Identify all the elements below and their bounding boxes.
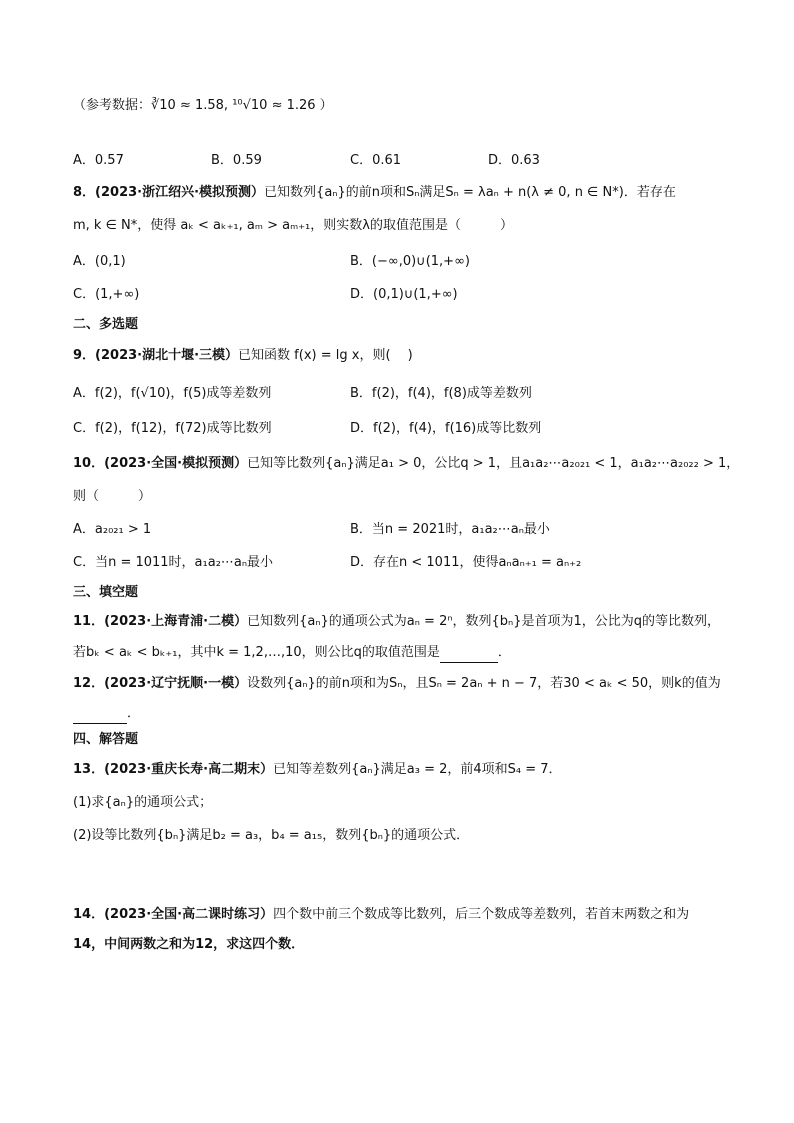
q8-stem-line2: m, k ∈ N*，使得 aₖ < aₖ₊₁, aₘ > aₘ₊₁，则实数λ的取值范围是（ ） [73, 218, 513, 233]
q10-stem-line1 [73, 454, 739, 474]
q9-option-d: D．f(2)，f(4)，f(16)成等比数列 [350, 421, 542, 436]
q9-option-c: C．f(2)，f(12)，f(72)成等比数列 [73, 421, 272, 436]
q11-end: ． [497, 645, 511, 660]
q10-stem-line2: 则（ ） [73, 489, 152, 504]
q13-text: 已知等差数列{aₙ}满足a₃ = 2，前4项和S₄ = 7． [273, 762, 562, 777]
q10-text1: 已知等比数列{aₙ}满足a₁ > 0，公比q > 1，且a₁a₂⋯a₂₀₂₁ < 1，a₁a₂⋯a₂₀₂₂ > 1， [247, 456, 740, 471]
q13-sub1: (1)求{aₙ}的通项公式； [73, 795, 213, 810]
section-heading-fill-in: 三、填空题 [73, 585, 139, 600]
q13-sub2: (2)设等比数列{bₙ}满足b₂ = a₃，b₄ = a₁₅，数列{bₙ}的通项公式． [73, 828, 470, 843]
q12-stem-line2 [73, 704, 140, 724]
q10-option-a: A．a₂₀₂₁ > 1 [73, 522, 152, 537]
q9-option-a: A．f(2)，f(√10)，f(5)成等差数列 [73, 386, 272, 401]
q8-option-a: A．(0,1) [73, 254, 126, 269]
q9-option-b: B．f(2)，f(4)，f(8)成等差数列 [350, 386, 532, 401]
q8-option-d: D．(0,1)∪(1,+∞) [350, 287, 458, 302]
q11-text2: 若bₖ < aₖ < bₖ₊₁，其中k = 1,2,…,10，则公比q的取值范围是 [73, 645, 440, 660]
section-heading-solutions: 四、解答题 [73, 732, 139, 747]
q7-reference-data: （参考数据：∛10 ≈ 1.58, ¹⁰√10 ≈ 1.26 ） [73, 98, 333, 113]
q11-text1: 已知数列{aₙ}的通项公式为aₙ = 2ⁿ，数列{bₙ}是首项为1，公比为q的等比数列， [247, 614, 721, 629]
q12-label: 12．(2023·辽宁抚顺·一模） [73, 676, 248, 691]
q9-text: 已知函数 f(x) = lg x，则( ) [238, 348, 413, 363]
q8-stem-line1 [73, 183, 676, 203]
q12-stem-line1 [73, 674, 721, 694]
q7-option-d: D．0.63 [488, 153, 540, 168]
q10-label: 10．(2023·全国·模拟预测） [73, 456, 248, 471]
q11-label: 11．(2023·上海青浦·二模） [73, 614, 248, 629]
q8-label: 8．(2023·浙江绍兴·模拟预测） [73, 185, 265, 200]
q13-stem [73, 760, 562, 780]
q9-stem [73, 346, 413, 366]
q12-answer-blank[interactable] [73, 709, 127, 724]
q10-option-b: B．当n = 2021时，a₁a₂⋯aₙ最小 [350, 522, 550, 537]
q14-stem-line2: 14，中间两数之和为12，求这四个数． [73, 937, 305, 952]
q11-stem-line1 [73, 612, 720, 632]
q12-text1: 设数列{aₙ}的前n项和为Sₙ，且Sₙ = 2aₙ + n − 7，若30 < aₖ < 50，则k的值为 [247, 676, 721, 691]
q7-option-c: C．0.61 [350, 153, 402, 168]
q11-answer-blank[interactable] [440, 648, 498, 663]
q7-option-b: B．0.59 [211, 153, 262, 168]
q10-option-d: D．存在n < 1011，使得aₙaₙ₊₁ = aₙ₊₂ [350, 555, 582, 570]
q14-text1: 四个数中前三个数成等比数列，后三个数成等差数列，若首末两数之和为 [273, 907, 690, 922]
q13-label: 13．(2023·重庆长寿·高二期末） [73, 762, 274, 777]
q7-option-a: A．0.57 [73, 153, 124, 168]
q14-label: 14．(2023·全国·高二课时练习） [73, 907, 274, 922]
q12-end: ． [127, 706, 141, 721]
section-heading-multiple-choice: 二、多选题 [73, 317, 139, 332]
q10-option-c: C．当n = 1011时，a₁a₂⋯aₙ最小 [73, 555, 274, 570]
q8-option-c: C．(1,+∞) [73, 287, 140, 302]
q9-label: 9．(2023·湖北十堰·三模） [73, 348, 239, 363]
q14-stem-line1 [73, 905, 689, 925]
q8-option-b: B．(−∞,0)∪(1,+∞) [350, 254, 470, 269]
q8-text1: 已知数列{aₙ}的前n项和Sₙ满足Sₙ = λaₙ + n(λ ≠ 0, n ∈ N*)．若存在 [264, 185, 676, 200]
q11-stem-line2 [73, 643, 511, 663]
